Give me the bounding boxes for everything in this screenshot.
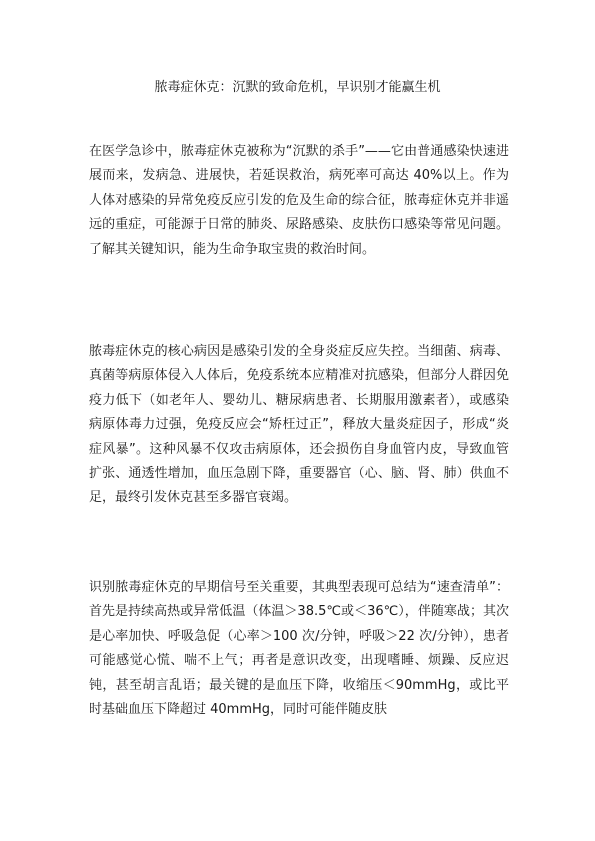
paragraph-intro: 在医学急诊中，脓毒症休克被称为“沉默的杀手”——它由普通感染快速进展而来，发病急、进展快，若延误救治，病死率可高达 40%以上。作为人体对感染的异常免疫反应引发的危及生命的综合征，脓毒症休克并非遥远的重症，可能源于日常的肺炎、尿路感染、皮肤伤口感染等常见问题。了解其关键知识，能为生命争取宝贵的救治时间。 bbox=[89, 144, 509, 257]
document-title: 脓毒症休克：沉默的致命危机，早识别才能赢生机 bbox=[154, 80, 441, 95]
paragraph-cause: 脓毒症休克的核心病因是感染引发的全身炎症反应失控。当细菌、病毒、真菌等病原体侵入人体后，免疫系统本应精准对抗感染，但部分人群因免疫力低下（如老年人、婴幼儿、糖尿病患者、长期服用激素者），或感染病原体毒力过强，免疫反应会“矫枉过正”，释放大量炎症因子，形成“炎症风暴”。这种风暴不仅攻击病原体，还会损伤自身血管内皮，导致血管扩张、通透性增加，血压急剧下降，重要器官（心、脑、肾、肺）供血不足，最终引发休克甚至多器官衰竭。 bbox=[89, 344, 509, 506]
paragraph-symptoms: 识别脓毒症休克的早期信号至关重要，其典型表现可总结为“速查清单”：首先是持续高热或异常低温（体温＞38.5℃或＜36℃），伴随寒战；其次是心率加快、呼吸急促（心率＞100 次/分钟，呼吸＞22 次/分钟），患者可能感觉心慌、喘不上气；再者是意识改变，出现嗜睡、烦躁、反应迟钝，甚至胡言乱语；最关键的是血压下降，收缩压＜90mmHg，或比平时基础血压下降超过 40mmHg，同时可能伴随皮肤 bbox=[89, 580, 509, 718]
